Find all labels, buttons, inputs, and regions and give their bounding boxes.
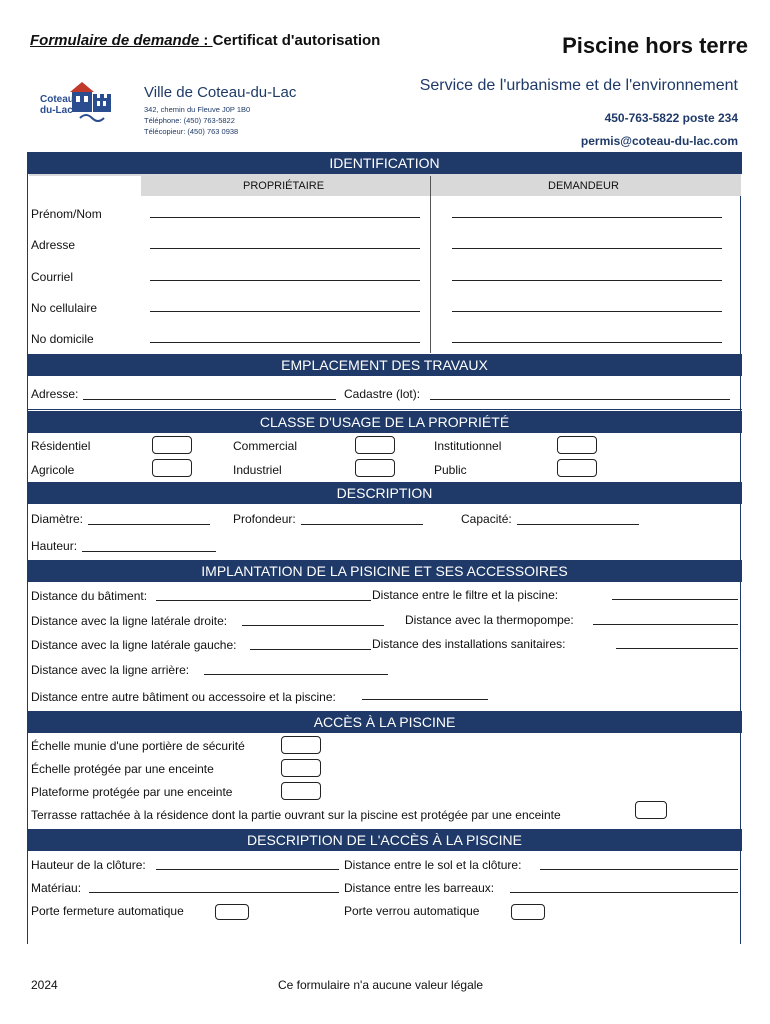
- section-description: DESCRIPTION: [27, 482, 742, 504]
- form-title-rest: Certificat d'autorisation: [212, 32, 381, 49]
- filtre-label: Distance entre le filtre et la piscine:: [372, 588, 559, 602]
- barreaux-label: Distance entre les barreaux:: [344, 881, 495, 895]
- form-title-italic: Formulaire de demande: [30, 32, 200, 49]
- id-col-left-blank: [29, 176, 141, 196]
- checkbox-terrasse-enceinte[interactable]: [635, 801, 667, 819]
- checkbox-echelle-portiere[interactable]: [281, 736, 321, 754]
- applicant-cell-field[interactable]: [452, 311, 722, 312]
- autre-field[interactable]: [362, 699, 488, 700]
- section-desc-acces: DESCRIPTION DE L'ACCÈS À LA PISCINE: [27, 829, 742, 851]
- batiment-label: Distance du bâtiment:: [31, 589, 148, 603]
- divider: [27, 409, 742, 410]
- acces-item: Terrasse rattachée à la résidence dont la partie ouvrant sur la piscine est protégée par une enceinte: [31, 808, 561, 822]
- option-residentiel: Résidentiel: [31, 439, 91, 453]
- acces-item: Plateforme protégée par une enceinte: [31, 785, 233, 799]
- owner-name-field[interactable]: [150, 217, 420, 218]
- applicant-home-field[interactable]: [452, 342, 722, 343]
- service-email: permis@coteau-du-lac.com: [580, 134, 738, 148]
- materiau-field[interactable]: [89, 892, 339, 893]
- lat-gauche-field[interactable]: [250, 649, 371, 650]
- checkbox-institutionnel[interactable]: [557, 436, 597, 454]
- section-acces: ACCÈS À LA PISCINE: [27, 711, 742, 733]
- id-row-label: Courriel: [31, 270, 74, 284]
- acces-item: Échelle protégée par une enceinte: [31, 762, 214, 776]
- section-emplacement: EMPLACEMENT DES TRAVAUX: [27, 354, 742, 376]
- service-name: Service de l'urbanisme et de l'environnement: [419, 77, 738, 94]
- filtre-field[interactable]: [612, 599, 738, 600]
- section-identification: IDENTIFICATION: [27, 152, 742, 174]
- applicant-email-field[interactable]: [452, 280, 722, 281]
- lat-gauche-label: Distance avec la ligne latérale gauche:: [31, 638, 237, 652]
- org-phone: Téléphone: (450) 763-5822: [144, 116, 235, 125]
- org-fax: Télécopieur: (450) 763 0938: [144, 127, 239, 136]
- doc-title: Piscine hors terre: [562, 33, 748, 58]
- org-name: Ville de Coteau-du-Lac: [144, 84, 297, 101]
- profondeur-field[interactable]: [301, 524, 423, 525]
- section-classe: CLASSE D'USAGE DE LA PROPRIÉTÉ: [27, 411, 742, 433]
- id-row-label: Prénom/Nom: [31, 207, 102, 221]
- logo-line2: du-Lac: [40, 105, 73, 116]
- hauteur-cloture-label: Hauteur de la clôture:: [31, 858, 146, 872]
- service-phone: 450-763-5822 poste 234: [604, 111, 738, 125]
- id-row-label: No domicile: [31, 332, 94, 346]
- diametre-label: Diamètre:: [31, 512, 84, 526]
- sanitaires-label: Distance des installations sanitaires:: [372, 637, 566, 651]
- col-owner: PROPRIÉTAIRE: [243, 180, 325, 192]
- arriere-field[interactable]: [204, 674, 388, 675]
- form-title-sep: :: [199, 32, 213, 49]
- checkbox-agricole[interactable]: [152, 459, 192, 477]
- checkbox-porte-fermeture[interactable]: [215, 904, 249, 920]
- porte-fermeture-label: Porte fermeture automatique: [31, 904, 184, 918]
- arriere-label: Distance avec la ligne arrière:: [31, 663, 190, 677]
- checkbox-plateforme-enceinte[interactable]: [281, 782, 321, 800]
- form-title: [30, 32, 380, 49]
- org-address: 342, chemin du Fleuve J0P 1B0: [144, 105, 251, 114]
- cadastre-label: Cadastre (lot):: [344, 387, 421, 401]
- checkbox-echelle-enceinte[interactable]: [281, 759, 321, 777]
- materiau-label: Matériau:: [31, 881, 82, 895]
- checkbox-industriel[interactable]: [355, 459, 395, 477]
- applicant-name-field[interactable]: [452, 217, 722, 218]
- checkbox-commercial[interactable]: [355, 436, 395, 454]
- checkbox-residentiel[interactable]: [152, 436, 192, 454]
- emplacement-address-field[interactable]: [83, 399, 336, 400]
- option-public: Public: [434, 463, 467, 477]
- autre-label: Distance entre autre bâtiment ou accessoire et la piscine:: [31, 690, 336, 704]
- footer-note: Ce formulaire n'a aucune valeur légale: [278, 978, 484, 992]
- footer-year: 2024: [31, 978, 58, 992]
- cadastre-field[interactable]: [430, 399, 730, 400]
- logo-line1: Coteau: [40, 94, 74, 105]
- thermopompe-label: Distance avec la thermopompe:: [405, 613, 574, 627]
- batiment-field[interactable]: [156, 600, 371, 601]
- owner-home-field[interactable]: [150, 342, 420, 343]
- hauteur-cloture-field[interactable]: [156, 869, 339, 870]
- porte-verrou-label: Porte verrou automatique: [344, 904, 480, 918]
- profondeur-label: Profondeur:: [233, 512, 296, 526]
- acces-item: Échelle munie d'une portière de sécurité: [31, 739, 245, 753]
- id-row-label: No cellulaire: [31, 301, 98, 315]
- hauteur-label: Hauteur:: [31, 539, 78, 553]
- checkbox-porte-verrou[interactable]: [511, 904, 545, 920]
- owner-address-field[interactable]: [150, 248, 420, 249]
- id-row-label: Adresse: [31, 238, 76, 252]
- lat-droite-label: Distance avec la ligne latérale droite:: [31, 614, 228, 628]
- option-institutionnel: Institutionnel: [434, 439, 502, 453]
- owner-email-field[interactable]: [150, 280, 420, 281]
- sanitaires-field[interactable]: [616, 648, 738, 649]
- emplacement-address-label: Adresse:: [31, 387, 79, 401]
- barreaux-field[interactable]: [510, 892, 738, 893]
- form-frame: [27, 152, 741, 944]
- sol-cloture-field[interactable]: [540, 869, 738, 870]
- owner-cell-field[interactable]: [150, 311, 420, 312]
- diametre-field[interactable]: [88, 524, 210, 525]
- option-agricole: Agricole: [31, 463, 75, 477]
- id-divider: [430, 176, 431, 353]
- section-implantation: IMPLANTATION DE LA PISICINE ET SES ACCESSOIRES: [27, 560, 742, 582]
- applicant-address-field[interactable]: [452, 248, 722, 249]
- hauteur-field[interactable]: [82, 551, 216, 552]
- col-applicant: DEMANDEUR: [548, 180, 619, 192]
- sol-cloture-label: Distance entre le sol et la clôture:: [344, 858, 522, 872]
- thermopompe-field[interactable]: [593, 624, 738, 625]
- checkbox-public[interactable]: [557, 459, 597, 477]
- logo-text: [40, 94, 74, 116]
- option-commercial: Commercial: [233, 439, 298, 453]
- capacite-label: Capacité:: [461, 512, 512, 526]
- option-industriel: Industriel: [233, 463, 282, 477]
- capacite-field[interactable]: [517, 524, 639, 525]
- lat-droite-field[interactable]: [242, 625, 384, 626]
